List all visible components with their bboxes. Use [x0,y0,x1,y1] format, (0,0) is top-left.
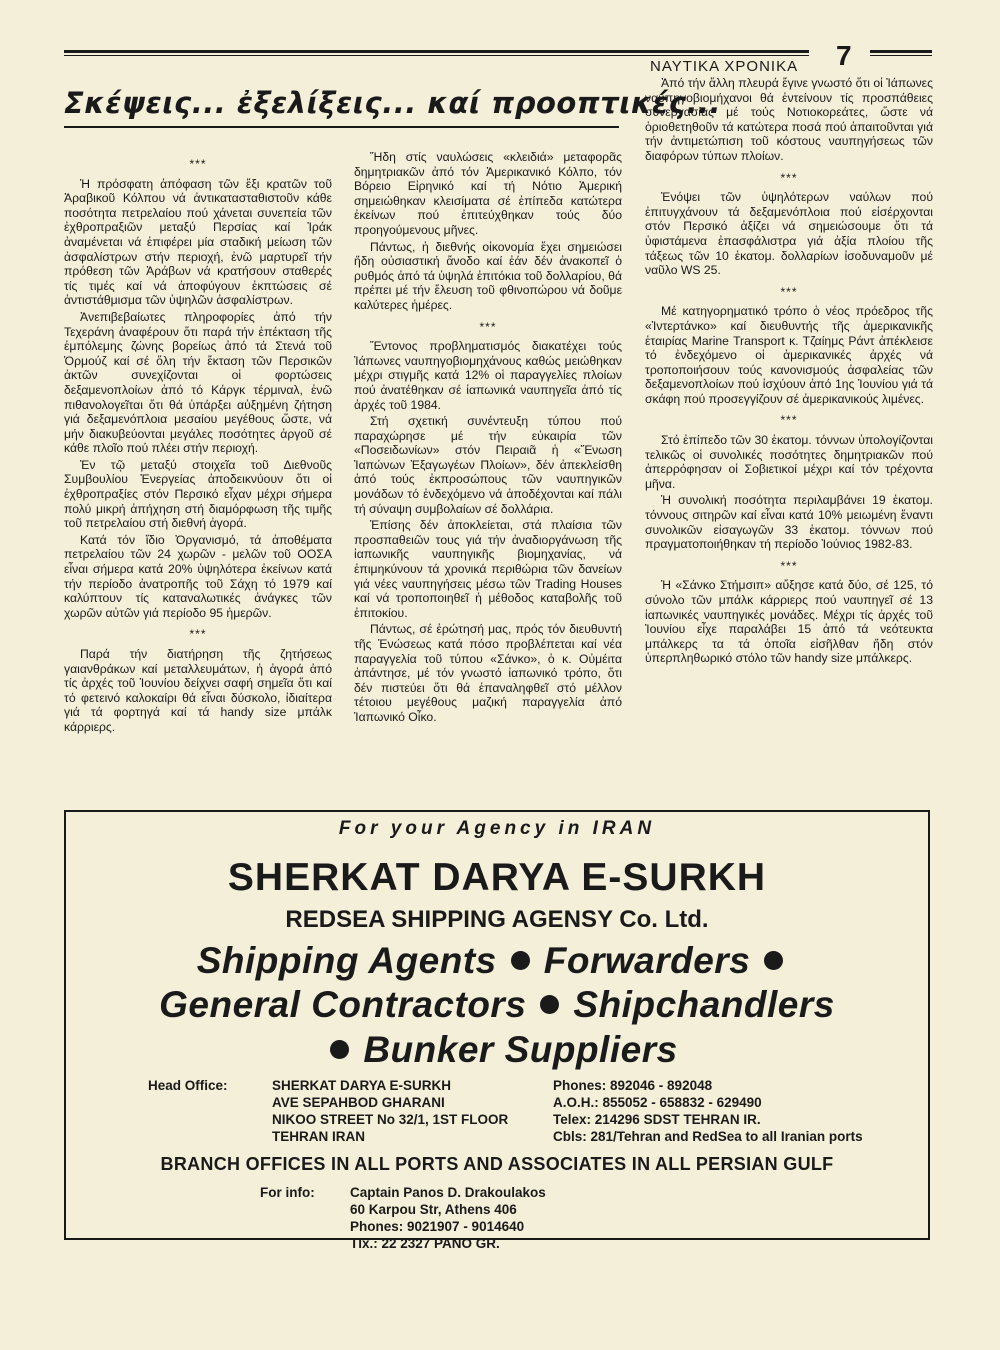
article-column-3 [645,76,933,668]
headline-rule [64,126,619,128]
paragraph: Μέ κατηγορηματικό τρόπο ὁ νέος πρόεδρος τῆς «Ἰντερτάνκο» καί διευθυντής τῆς ἀμερικανικῆς ἑταιρίας Marine Transport κ. Τζαίημς Ράντ ἀπέκλεισε τό ἐνδεχόμενο οἱ ἀμερικανικές ἀρχές νά τροποποιήσουν τούς κανονισμούς ἀσφαλείας τῶν δεξαμενοπλοίων πού ἰσχύουν ἀπό 1ης Ἰουνίου γιά τά σκάφη πού προσεγγίζουν σέ ἀμερικανικούς λιμένες. [645,304,933,406]
info-line: Phones: 9021907 - 9014640 [350,1219,525,1234]
bullet-icon [330,1040,349,1059]
service-general-contractors: General Contractors [159,984,527,1025]
section-separator: *** [780,413,798,428]
paragraph: Ἡ πρόσφατη ἀπόφαση τῶν ἔξι κρατῶν τοῦ Ἀραβικοῦ Κόλπου νά ἀντικατασταθιστοῦν κάθε ποσότητα πετρελαίου πού χάνεται συνεπεία τῶν ἐχθροπραξιῶν μεταξύ Περσίας καί Ἰράκ ἀναμένεται νά ἐπιφέρει μία σταδική μείωση τῶν ἀσφαλίστρων στήν περιοχή, ἐνῶ μαρτυρεῖ τήν πρόθεση τῶν Ἀράβων νά κρατήσουν σταθερές τίς τιμές καί νά ἀποφύγουν ἐκπτώσεις σέ ἀντιστάθμισμα τῶν ὑψηλῶν ἀσφαλίστρων. [64,176,332,308]
service-shipping-agents: Shipping Agents [196,940,497,981]
section-separator: *** [780,170,798,185]
header-rule-thin [64,55,809,56]
ad-services-line-3 [66,1029,928,1071]
paragraph: Παρά τήν διατήρηση τῆς ζητήσεως γαιανθράκων καί μεταλλευμάτων, ἡ ἀγορά ἀπό τίς ἀρχές τοῦ Ἰουνίου δείχνει σαφή σημεῖα ὅτι καί τό φετεινό καλοκαίρι θά εἶναι δύσκολο, ἰδιαίτερα γιά τά φορτηγά καί τά handy size μπάλκ κάρριερς. [64,647,332,734]
branch-offices-line: BRANCH OFFICES IN ALL PORTS AND ASSOCIATES IN ALL PERSIAN GULF [160,1154,834,1174]
contact-numbers [553,1077,863,1145]
address-line: TEHRAN IRAN [272,1129,365,1144]
article-headline: Σκέψεις... ἐξελίξεις... καί προοπτικές... [64,86,722,120]
info-line: 60 Karpou Str, Athens 406 [350,1202,517,1217]
info-contact [350,1184,546,1252]
paragraph: Στή σχετική συνέντευξη τύπου πού παραχώρησε μέ τήν εὐκαιρία τῶν «Ποσειδωνίων» στόν Πειραιᾶ ἡ «Ἕνωση Ἰαπώνων Ἐξαγωγέων Πλοίων», δέν ἀπεκλείσθη ἀπό τούς ἐκπροσώπους τῶν ναυπηγικῶν μονάδων τό ἐνδεχόμενο νά ἀποδέχονται καί πάλι τή σύναψη συμβολαίων σέ δολλάρια. [354,414,622,516]
section-separator: *** [780,284,798,299]
section-separator: *** [189,157,207,171]
section-separator: *** [189,627,207,642]
head-office-label: Head Office: [148,1078,228,1093]
ad-subtitle: REDSEA SHIPPING AGENSY Co. Ltd. [285,906,709,933]
ad-tagline: For your Agency in IRAN [338,818,656,839]
contact-line: A.O.H.: 855052 - 658832 - 629490 [553,1095,762,1110]
header-rule [64,50,809,53]
section-separator: *** [780,558,798,573]
header-rule-right [870,50,932,53]
service-forwarders: Forwarders [543,940,751,981]
article-column-1 [64,150,332,737]
header-rule-right-thin [870,55,932,56]
info-line: Tlx.: 22 2327 PANO GR. [350,1236,500,1251]
section-separator: *** [479,319,497,334]
service-shipchandlers: Shipchandlers [573,984,835,1025]
publication-name: ΝΑΥΤΙΚΑ ΧΡΟΝΙΚΑ [650,58,799,75]
service-bunker-suppliers: Bunker Suppliers [363,1029,678,1070]
contact-line: Phones: 892046 - 892048 [553,1078,713,1093]
paragraph: Ἐπίσης δέν ἀποκλείεται, στά πλαίσια τῶν προσπαθειῶν τους γιά τήν ἀναδιοργάνωση τῆς ἰαπωνικῆς ναυπηγικῆς βιομηχανίας, νά ἐπιμηκύνουν τά χρονικά περιθώρια τῶν δανείων γιά νέες ναυπηγήσεις μέσω τῶν Trading Houses καί νά τροποποιηθεῖ ἡ μέθοδος καταβολῆς τοῦ ἐπιτοκίου. [354,518,622,620]
paragraph: Ἔντονος προβληματισμός διακατέχει τούς Ἰάπωνες ναυπηγοβιομηχάνους καθώς μειώθηκαν μέχρι στιγμῆς κατά 12% οἱ παραγγελίες πλοίων πού ἀνατέθηκαν σέ ἰαπωνικά ναυπηγεῖα ἀπό τίς ἀρχές τοῦ 1984. [354,339,622,412]
paragraph: Πάντως, ἡ διεθνής οἰκονομία ἔχει σημειώσει ἤδη οὐσιαστική ἄνοδο καί ἐάν δέν ἀνακοπεῖ ὁ ρυθμός ἀπό τά ὑψηλά ἐπιτόκια τοῦ δολλαρίου, θά πρέπει μέ τήν ἔλευση τοῦ φθινοπώρου νά δοῦμε καλύτερες ἡμέρες. [354,239,622,312]
paragraph: Στό ἐπίπεδο τῶν 30 ἑκατομ. τόννων ὑπολογίζονται τελικῶς οἱ συνολικές ποσότητες δημητριακῶν πού ἀπερρόφησαν οἱ Σοβιετικοί μέχρι καί τόν τρέχοντα μῆνα. [645,433,933,491]
address-line: SHERKAT DARYA E-SURKH [272,1078,452,1093]
paragraph: Ἀπό τήν ἄλλη πλευρά ἔγινε γνωστό ὅτι οἱ Ἰάπωνες ναυπηγοβιομήχανοι θά ἐντείνουν τίς προσπάθειες συνεργασίας μέ τούς Νοτιοκορεάτες, ὥστε νά ὁριοθετηθοῦν τά κατώτερα ποσά πού ἀπαιτοῦνται γιά τήν ἀντιμετώπιση τοῦ κόστους ναυπηγήσεως τῶν διαφόρων τύπων πλοίων. [645,76,933,163]
ad-services-line-1 [66,940,928,982]
paragraph: Ἡ «Σάνκο Στήμσιπ» αὔξησε κατά δύο, σέ 125, τό σύνολο τῶν μπάλκ κάρριερς πού ναυπηγεῖ σέ 13 ἰαπωνικές ναυπηγικές μονάδες. Μέχρι τίς ἀρχές τοῦ Ἰουνίου εἶχε παραλάβει 15 ἀπό τά νεότευκτα μπάλκερς τα τά ὁποῖα εἰσῆλθαν ἤδη στόν ὑπερπληθωρικό στόλο τῶν handy size μπάλκερς. [645,578,933,666]
ad-services-line-2 [66,984,928,1026]
paragraph: Κατά τόν ἴδιο Ὀργανισμό, τά ἀποθέματα πετρελαίου τῶν 24 χωρῶν - μελῶν τοῦ ΟΟΣΑ εἶναι σήμερα κατά 20% ὑψηλότερα ἐκείνων κατά τήν περίοδο ἀνατροπῆς τοῦ Σάχη τό 1979 καί καλύπτουν τίς καταναλωτικές ἀνάγκες τῶν χωρῶν αὐτῶν γιά περίοδο 95 ἡμερῶν. [64,532,332,620]
paragraph: Ἤδη στίς ναυλώσεις «κλειδιά» μεταφορᾶς δημητριακῶν ἀπό τόν Ἀμερικανικό Κόλπο, τόν Βόρειο Εἰρηνικό καί τή Νότιο Ἀμερική σημειώθηκαν κλεισίματα σέ ἐπίπεδα κατώτερα ἐκείνων πού ἐπιτεύχθηκαν τούς δύο προηγούμενους μῆνες. [354,150,622,237]
advertisement-box [64,810,930,1251]
head-office-address [272,1077,508,1145]
info-line: Captain Panos D. Drakoulakos [350,1185,546,1200]
page-number: 7 [836,40,852,71]
paragraph: Ἡ συνολική ποσότητα περιλαμβάνει 19 ἑκατομ. τόννους σιτηρῶν καί εἶναι κατά 10% μειωμένη ἔναντι συνολικῶν εἰσαγωγῶν 33 ἑκατομ. τόννων πού πραγματοποιήθηκαν τή περίοδο Ἰούνιος 1982-83. [645,493,933,552]
paragraph: Πάντως, σέ ἐρώτησή μας, πρός τόν διευθυντή τῆς Ἑνώσεως κατά πόσο προβλέπεται καί νέα παραγγελία τοῦ τύπου «Σάνκο», ὁ κ. Οὐμέιτα ἀπάντησε, μέ τόν γνωστό ἰαπωνικό τρόπο, ὅτι δέν πιστεύει ὅτι θά ἐπαναληφθεῖ στό μέλλον τέτοιου μεγέθους μαζική παραγγελία ἀπό Ἰαπωνικό Οἶκο. [354,622,622,724]
paragraph: Ἐνόψει τῶν ὑψηλότερων ναύλων πού ἐπιτυγχάνουν τά δεξαμενόπλοια πού εἰσέρχονται στόν Περσικό ἀξίζει νά σημειώσουμε ὅτι τά ὑφιστάμενα ἐπασφάλιστρα γιά ἀξία πλοίου τῆς τάξεως τῶν 10 ἑκατομ. δολλαρίων ἰσοδυναμοῦν μέ ναῦλο WS 25. [645,190,933,278]
bullet-icon [511,951,530,970]
info-label: For info: [260,1185,315,1200]
paragraph: Ἐν τῷ μεταξύ στοιχεῖα τοῦ Διεθνοῦς Συμβουλίου Ἐνεργείας ἀποδεικνύουν ὅτι οἱ ἐχθροπραξίες στόν Περσικό εἶχαν μέχρι σήμερα πολύ μικρή ἀπήχηση στή διαμόρφωση τῆς τιμῆς τοῦ πετρελαίου στή διεθνή ἀγορά. [64,457,332,531]
bullet-icon [540,995,559,1014]
ad-company-name: SHERKAT DARYA E-SURKH [227,856,767,899]
address-line: AVE SEPAHBOD GHARANI [272,1095,445,1110]
address-line: NIKOO STREET No 32/1, 1ST FLOOR [272,1112,509,1127]
paragraph: Ἀνεπιβεβαίωτες πληροφορίες ἀπό τήν Τεχεράνη ἀναφέρουν ὅτι παρά τήν ἐπέκταση τῆς ἐμπόλεμης ζώνης βορείως ἀπό τά Στενά τοῦ Ὁρμούζ καί σέ ὅλη τήν ἔκταση τῶν Περσικῶν ἀκτῶν συνεχίζονται οἱ φορτώσεις δεξαμενοπλοίων ἀπό τό Κάργκ τέρμιναλ, ἐνῶ πιθανολογεῖται ὅτι θά ὑπάρξει αὐξημένη ζήτηση γιά δεξαμενόπλοια μεσαίου μεγέθους ὥστε, νά μήν διακυβεύονται μεγάλες ποσότητες ἀργοῦ σέ κάθε πλοῖο πού πλέει στήν περιοχή. [64,309,332,456]
article-column-2 [354,150,622,727]
bullet-icon [764,951,783,970]
contact-line: Cbls: 281/Tehran and RedSea to all Iranian ports [553,1129,863,1144]
contact-line: Telex: 214296 SDST TEHRAN IR. [553,1112,761,1127]
